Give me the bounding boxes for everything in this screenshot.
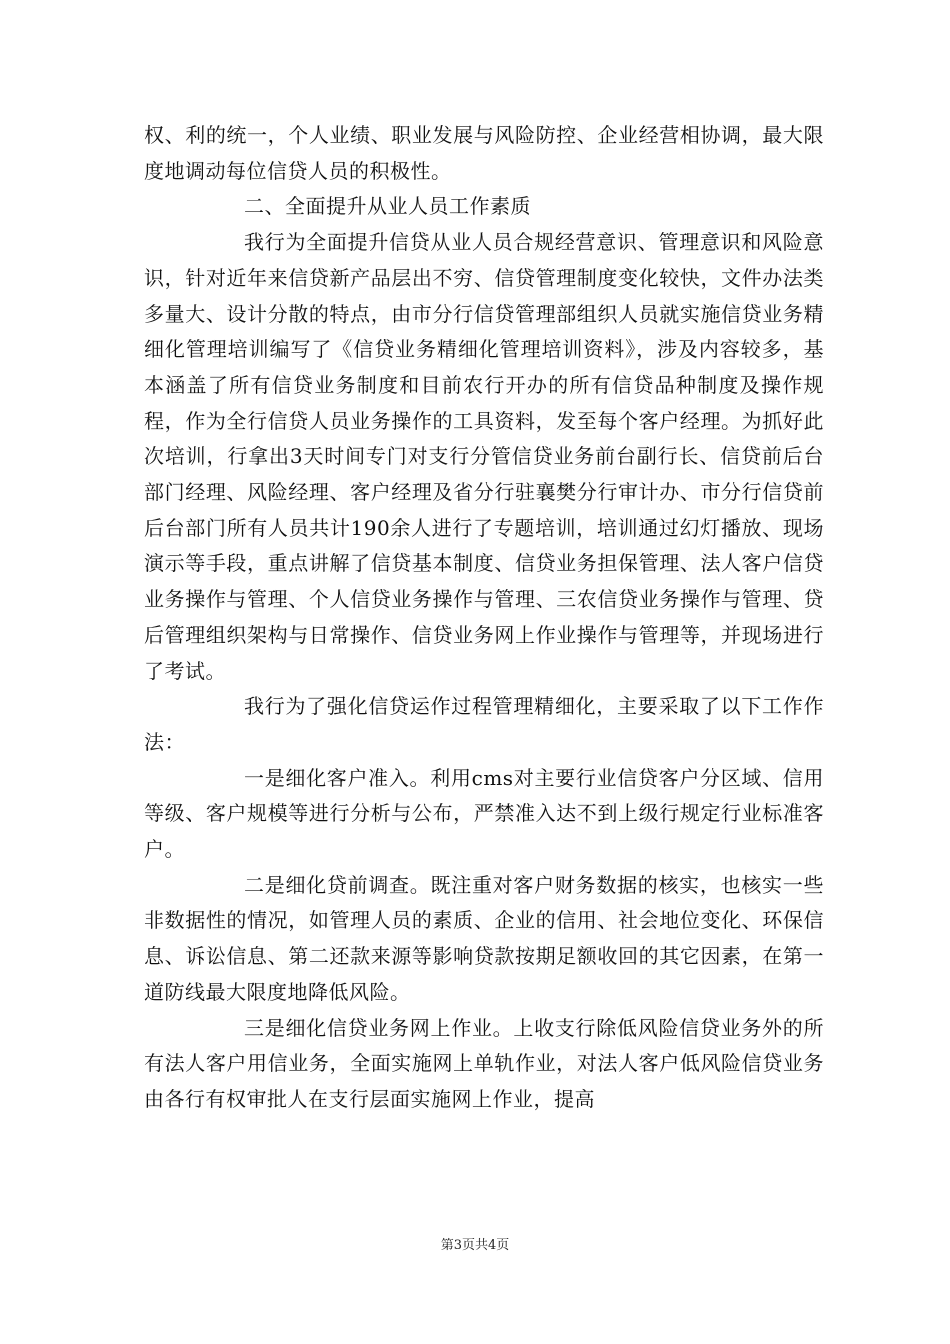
section-heading: 二、全面提升从业人员工作素质 [244, 194, 531, 219]
paragraph-online-operation: 三是细化信贷业务网上作业。上收支行除低风险信贷业务外的所有法人客户用信业务，全面实施网上单轨作业，对法人客户低风险信贷业务由各行有权审批人在支行层面实施网上作业，提高 [144, 1015, 824, 1111]
document-body [144, 118, 824, 1118]
paragraph-continuation: 权、利的统一，个人业绩、职业发展与风险防控、企业经营相协调，最大限度地调动每位信贷人员的积极性。 [144, 123, 824, 183]
page-number: 第3页共4页 [440, 1238, 510, 1253]
page-footer [0, 1234, 950, 1253]
paragraph-measures-intro: 我行为了强化信贷运作过程管理精细化，主要采取了以下工作作法： [144, 694, 824, 754]
paragraph-pre-loan-survey: 二是细化贷前调查。既注重对客户财务数据的核实，也核实一些非数据性的情况，如管理人员的素质、企业的信用、社会地位变化、环保信息、诉讼信息、第二还款来源等影响贷款按期足额收回的其它因素，在第一道防线最大限度地降低风险。 [144, 872, 824, 1004]
paragraph-customer-access: 一是细化客户准入。利用cms对主要行业信贷客户分区域、信用等级、客户规模等进行分析与公布，严禁准入达不到上级行规定行业标准客户。 [144, 765, 824, 862]
paragraph-training: 我行为全面提升信贷从业人员合规经营意识、管理意识和风险意识，针对近年来信贷新产品层出不穷、信贷管理制度变化较快，文件办法类多量大、设计分散的特点，由市分行信贷管理部组织人员就实施信贷业务精细化管理培训编写了《信贷业务精细化管理培训资料》，涉及内容较多，基本涵盖了所有信贷业务制度和目前农行开办的所有信贷品种制度及操作规程，作为全行信贷人员业务操作的工具资料，发至每个客户经理。为抓好此次培训，行拿出3天时间专门对支行分管信贷业务前台副行长、信贷前后台部门经理、风险经理、客户经理及省分行驻襄樊分行审计办、市分行信贷前后台部门所有人员共计190余人进行了专题培训，培训通过幻灯播放、现场演示等手段，重点讲解了信贷基本制度、信贷业务担保管理、法人客户信贷业务操作与管理、个人信贷业务操作与管理、三农信贷业务操作与管理、贷后管理组织架构与日常操作、信贷业务网上作业操作与管理等，并现场进行了考试。 [144, 230, 824, 683]
